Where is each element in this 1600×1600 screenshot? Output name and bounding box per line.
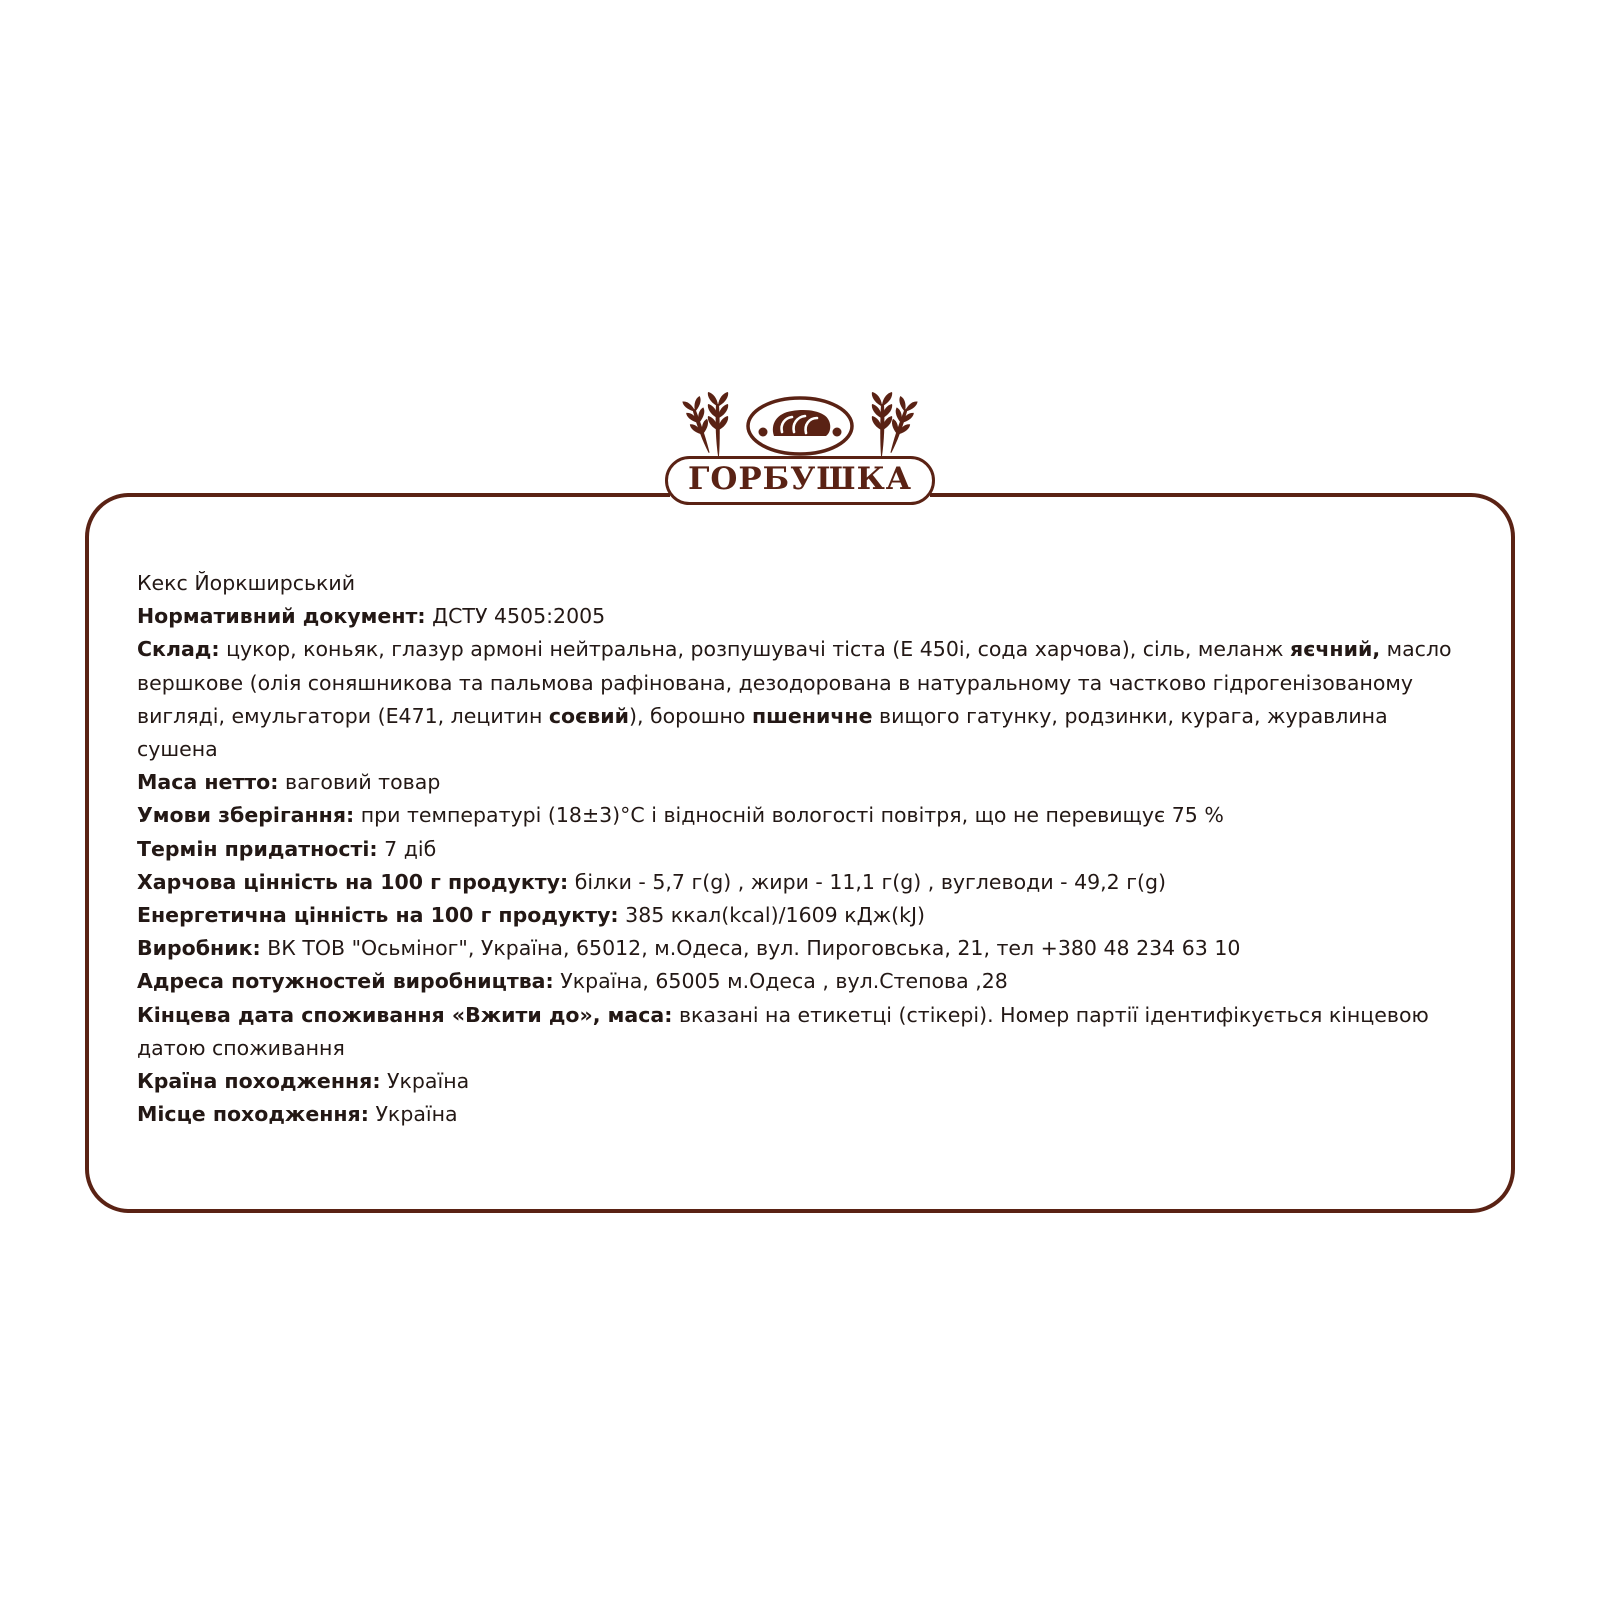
row-label: Маса нетто: [137,770,279,795]
row-nutrition-value [137,866,1467,899]
row-use-by-date [137,999,1467,1065]
row-value: вказані на етикетці (стікері). Номер партії ідентифікується кінцевою датою споживання [137,1002,1429,1060]
row-value: ВК ТОВ "Осьміног", Україна, 65012, м.Одеса, вул. Пироговська, 21, тел +380 48 234 63 10 [260,936,1241,961]
row-label: Місце походження: [137,1102,369,1127]
row-manufacturer [137,932,1467,965]
row-label: Термін придатності: [137,836,378,861]
row-value: Україна [380,1069,470,1094]
row-shelf-life [137,833,1467,866]
row-value: Україна, 65005 м.Одеса , вул.Степова ,28 [553,969,1008,994]
row-label: Умови зберігання: [137,803,355,828]
row-composition [137,633,1467,766]
row-label: Енергетична цінність на 100 г продукту: [137,903,619,928]
row-label: Виробник: [137,936,261,961]
row-label: Країна походження: [137,1069,381,1094]
row-value-cont3: вищого гатунку, родзинки, курага, журавлина сушена [137,703,1388,762]
row-value-bold-eggs: яєчний, [1290,637,1381,662]
product-name: Кекс Йоркширський [137,571,356,595]
row-value-cont: масло вершкове (олія соняшникова та пальмова рафінована, дезодорована в натуральному та частково гідрогенізованому вигляді, емульгатори (Е471, лецитин [137,637,1452,728]
row-place-of-origin [137,1098,1467,1131]
label-text-content [137,567,1467,1131]
row-label: Кінцева дата споживання «Вжити до», маса: [137,1002,673,1027]
row-value: цукор, коньяк, глазур армоні нейтральна, розпушувачі тіста (Е 450i, сода харчова), сіль, меланж [219,637,1291,662]
row-net-weight [137,766,1467,799]
row-value: Україна [368,1102,458,1127]
row-label: Адреса потужностей виробництва: [137,969,554,994]
product-label-card [85,493,1515,1213]
row-label: Склад: [137,637,220,662]
brand-name: ГОРБУШКА [665,456,935,505]
row-value-cont2: ), борошно [628,703,752,728]
row-production-address [137,965,1467,998]
brand-logo [670,388,930,524]
row-value: ваговий товар [278,770,441,795]
row-value: 7 діб [377,836,437,861]
row-value-bold-soy: соєвий [548,703,629,728]
row-storage-conditions [137,799,1467,832]
row-value: ДСТУ 4505:2005 [425,604,606,629]
row-country-of-origin [137,1065,1467,1098]
row-energy-value [137,899,1467,932]
row-value: при температурі (18±3)°С і відносній вологості повітря, що не перевищує 75 % [354,803,1224,828]
row-normative-document [137,600,1467,633]
bread-loaf-with-wheat-ears-icon [670,388,930,458]
row-value: білки - 5,7 г(g) , жири - 11,1 г(g) , вуглеводи - 49,2 г(g) [568,869,1167,894]
row-label: Нормативний документ: [137,604,426,629]
row-value-bold-wheat: пшеничне [751,703,873,728]
row-label: Харчова цінність на 100 г продукту: [137,869,569,894]
row-value: 385 ккал(kcal)/1609 кДж(kJ) [618,903,925,928]
